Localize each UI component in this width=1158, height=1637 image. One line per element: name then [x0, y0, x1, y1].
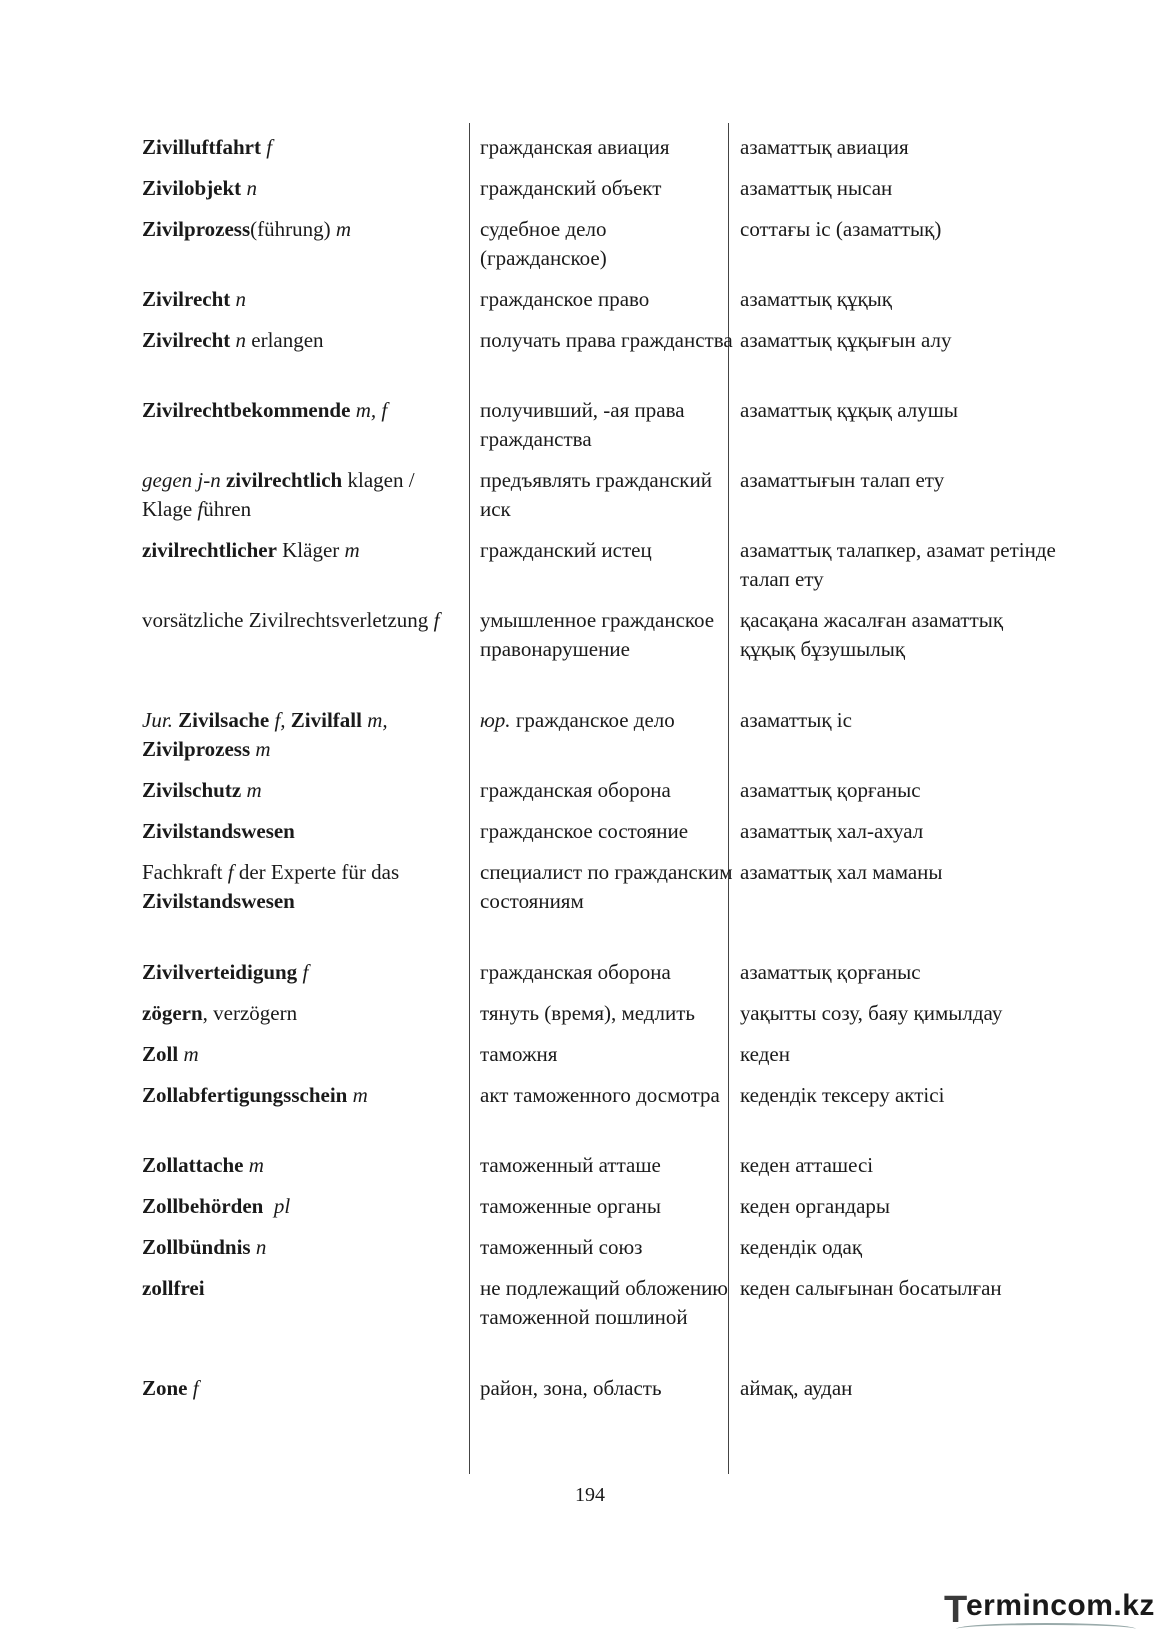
kazakh-term-segment: кеден органдары — [740, 1194, 891, 1218]
russian-term-segment: предъявлять гражданский иск — [480, 468, 712, 521]
kazakh-term — [740, 1151, 1060, 1180]
kazakh-term-segment: кеден атташесі — [740, 1153, 874, 1177]
german-term-segment: f — [433, 608, 440, 632]
german-term-segment: Zivilrecht — [142, 328, 231, 352]
german-term-segment: m — [344, 538, 360, 562]
russian-term-segment: гражданское право — [480, 287, 650, 311]
kazakh-term — [740, 1274, 1060, 1303]
russian-term-segment: гражданский истец — [480, 538, 652, 562]
german-term-segment: f — [266, 135, 273, 159]
russian-term-segment: гражданский объект — [480, 176, 662, 200]
german-term — [142, 215, 462, 244]
german-term-segment: m — [255, 737, 271, 761]
german-term-segment: Zivilprozess — [142, 217, 251, 241]
german-term-segment: vorsätzliche Zivilrechtsverletzung — [142, 608, 434, 632]
german-term-segment: m — [183, 1042, 199, 1066]
russian-term — [480, 1081, 735, 1110]
german-term-segment: Zollabfertigungsschein — [142, 1083, 348, 1107]
german-term-segment: Zivilprozess — [142, 737, 251, 761]
logo-letter-t: T — [944, 1589, 968, 1631]
kazakh-term-segment: азаматтық хал-ахуал — [740, 819, 924, 843]
german-term-segment: zivilrechtlicher — [142, 538, 277, 562]
kazakh-term-segment: азаматтық құқығын алу — [740, 328, 952, 352]
russian-term-segment: специалист по гражданским состояниям — [480, 860, 733, 913]
russian-term-segment: таможенный союз — [480, 1235, 643, 1259]
german-term-segment: ühren — [203, 497, 252, 521]
russian-term-segment: таможенный атташе — [480, 1153, 661, 1177]
german-term-segment: Zivilluftfahrt — [142, 135, 261, 159]
german-term-segment: Zone — [142, 1376, 188, 1400]
russian-term — [480, 706, 735, 735]
kazakh-term-segment: азаматтық қорғаныс — [740, 778, 921, 802]
german-term-segment: f, — [274, 708, 286, 732]
logo-arc — [956, 1623, 1136, 1635]
german-term-segment: zögern — [142, 1001, 203, 1025]
russian-term — [480, 606, 735, 664]
kazakh-term — [740, 1192, 1060, 1221]
german-term-segment: Zivilrechtbekommende — [142, 398, 351, 422]
russian-term-segment: гражданская авиация — [480, 135, 670, 159]
russian-term-segment: район, зона, область — [480, 1376, 662, 1400]
kazakh-term — [740, 776, 1060, 805]
german-term — [142, 1233, 462, 1262]
german-term-segment: f — [227, 860, 234, 884]
german-term-segment: Zollbündnis — [142, 1235, 251, 1259]
german-term — [142, 1192, 462, 1221]
kazakh-term-segment: кедендік тексеру актісі — [740, 1083, 945, 1107]
kazakh-term — [740, 174, 1060, 203]
german-term-segment: Kläger — [276, 538, 345, 562]
russian-term-segment: таможенные органы — [480, 1194, 662, 1218]
kazakh-term — [740, 1374, 1060, 1403]
russian-term — [480, 326, 735, 355]
termincom-logo — [944, 1585, 1154, 1635]
german-term — [142, 174, 462, 203]
german-term-segment: Zivilverteidigung — [142, 960, 298, 984]
german-term-segment: n — [255, 1235, 267, 1259]
russian-term-segment: гражданская оборона — [480, 778, 671, 802]
german-term-segment: n — [235, 328, 247, 352]
kazakh-term — [740, 606, 1060, 664]
german-term-segment: Zoll — [142, 1042, 179, 1066]
kazakh-term-segment: аймақ, аудан — [740, 1376, 853, 1400]
russian-term-segment: акт таможенного досмотра — [480, 1083, 720, 1107]
german-term-segment: der Experte für das — [233, 860, 400, 884]
german-term-segment: Zivilobjekt — [142, 176, 242, 200]
german-term — [142, 466, 462, 524]
kazakh-term — [740, 536, 1060, 594]
german-term-segment: f — [197, 497, 204, 521]
german-term-segment: Zollbehörden — [142, 1194, 264, 1218]
german-term — [142, 396, 462, 425]
logo-text: ermincom.kz — [966, 1589, 1155, 1622]
german-term-segment — [263, 1194, 274, 1218]
russian-term-segment: получать права гражданства — [480, 328, 733, 352]
german-term — [142, 706, 462, 764]
russian-term — [480, 466, 735, 524]
kazakh-term — [740, 1040, 1060, 1069]
russian-term — [480, 396, 735, 454]
russian-term-segment: не подлежащий обложению таможенной пошлиной — [480, 1276, 728, 1329]
german-term-segment: erlangen — [246, 328, 324, 352]
russian-term — [480, 174, 735, 203]
russian-term — [480, 1040, 735, 1069]
russian-term-segment: гражданская оборона — [480, 960, 671, 984]
russian-term — [480, 958, 735, 987]
german-term-segment: m — [248, 1153, 264, 1177]
russian-term — [480, 999, 735, 1028]
russian-term — [480, 1233, 735, 1262]
german-term-segment: Zivilstandswesen — [142, 819, 295, 843]
kazakh-term — [740, 466, 1060, 495]
russian-term — [480, 1274, 735, 1332]
kazakh-term-segment: азаматтығын талап ету — [740, 468, 945, 492]
german-term-segment: , verzögern — [202, 1001, 298, 1025]
kazakh-term — [740, 285, 1060, 314]
kazakh-term-segment: соттағы іс (азаматтық) — [740, 217, 942, 241]
kazakh-term-segment: азаматтық авиация — [740, 135, 909, 159]
german-term — [142, 776, 462, 805]
russian-term — [480, 1192, 735, 1221]
german-term — [142, 817, 462, 846]
kazakh-term — [740, 326, 1060, 355]
russian-term — [480, 215, 735, 273]
kazakh-term — [740, 1233, 1060, 1262]
kazakh-term-segment: кеден салығынан босатылған — [740, 1276, 1002, 1300]
german-term-segment: gegen j-n — [142, 468, 221, 492]
german-term-segment: m — [246, 778, 262, 802]
kazakh-term-segment: азаматтық құқық — [740, 287, 892, 311]
kazakh-term — [740, 1081, 1060, 1110]
russian-term-segment: тянуть (время), медлить — [480, 1001, 695, 1025]
kazakh-term — [740, 958, 1060, 987]
german-term — [142, 958, 462, 987]
german-term-segment: m, — [367, 708, 388, 732]
russian-term — [480, 285, 735, 314]
german-term-segment: m — [352, 1083, 368, 1107]
german-term — [142, 536, 462, 565]
german-term-segment: (führung) — [250, 217, 336, 241]
german-term-segment: m, f — [355, 398, 388, 422]
german-term — [142, 133, 462, 162]
german-term-segment: f — [192, 1376, 199, 1400]
german-term — [142, 999, 462, 1028]
german-term-segment: pl — [273, 1194, 291, 1218]
russian-term-segment: судебное дело (гражданское) — [480, 217, 607, 270]
kazakh-term-segment: кеден — [740, 1042, 790, 1066]
russian-term — [480, 1374, 735, 1403]
kazakh-term-segment: азаматтық іс — [740, 708, 852, 732]
kazakh-term — [740, 133, 1060, 162]
kazakh-term — [740, 999, 1060, 1028]
german-term-segment: Zivilschutz — [142, 778, 242, 802]
kazakh-term — [740, 858, 1060, 887]
german-term — [142, 1274, 462, 1303]
kazakh-term — [740, 215, 1060, 244]
german-term-segment: m — [335, 217, 352, 241]
german-term — [142, 326, 462, 355]
russian-term — [480, 776, 735, 805]
german-term — [142, 1081, 462, 1110]
russian-term — [480, 1151, 735, 1180]
german-term-segment: Jur. — [142, 708, 173, 732]
german-term-segment: Zivilrecht — [142, 287, 231, 311]
kazakh-term-segment: азаматтық қорғаныс — [740, 960, 921, 984]
german-term — [142, 606, 462, 635]
russian-term-segment: юр. — [480, 708, 511, 732]
german-term-segment: Zivilsache — [178, 708, 270, 732]
kazakh-term-segment: азаматтық нысан — [740, 176, 893, 200]
kazakh-term — [740, 706, 1060, 735]
kazakh-term-segment: уақытты созу, баяу қимылдау — [740, 1001, 1003, 1025]
russian-term-segment: гражданское дело — [510, 708, 675, 732]
german-term-segment: n — [235, 287, 247, 311]
german-term-segment: Zivilstandswesen — [142, 889, 295, 913]
german-term-segment: Zivilfall — [290, 708, 362, 732]
kazakh-term-segment: қасақана жасалған азаматтық құқық бұзушылық — [740, 608, 1004, 661]
russian-term — [480, 133, 735, 162]
german-term-segment: Fachkraft — [142, 860, 228, 884]
column-divider-1 — [469, 123, 470, 1474]
german-term — [142, 1374, 462, 1403]
russian-term-segment: умышленное гражданское правонарушение — [480, 608, 715, 661]
russian-term-segment: гражданское состояние — [480, 819, 689, 843]
russian-term — [480, 817, 735, 846]
kazakh-term-segment: кедендік одақ — [740, 1235, 863, 1259]
german-term-segment: Zollattache — [142, 1153, 244, 1177]
kazakh-term — [740, 396, 1060, 425]
german-term — [142, 1151, 462, 1180]
german-term — [142, 285, 462, 314]
kazakh-term-segment: азаматтық хал маманы — [740, 860, 943, 884]
russian-term — [480, 536, 735, 565]
german-term-segment: f — [302, 960, 309, 984]
kazakh-term-segment: азаматтық талапкер, азамат ретінде талап ету — [740, 538, 1056, 591]
german-term-segment: zivilrechtlich — [225, 468, 343, 492]
german-term-segment: n — [246, 176, 257, 200]
russian-term-segment: получивший, -ая права гражданства — [480, 398, 685, 451]
german-term-segment: klagen / Klage — [142, 468, 415, 521]
german-term-segment: zollfrei — [142, 1276, 205, 1300]
page-number: 194 — [575, 1484, 605, 1506]
german-term — [142, 1040, 462, 1069]
russian-term-segment: таможня — [480, 1042, 558, 1066]
kazakh-term — [740, 817, 1060, 846]
kazakh-term-segment: азаматтық құқық алушы — [740, 398, 959, 422]
german-term — [142, 858, 462, 916]
russian-term — [480, 858, 735, 916]
